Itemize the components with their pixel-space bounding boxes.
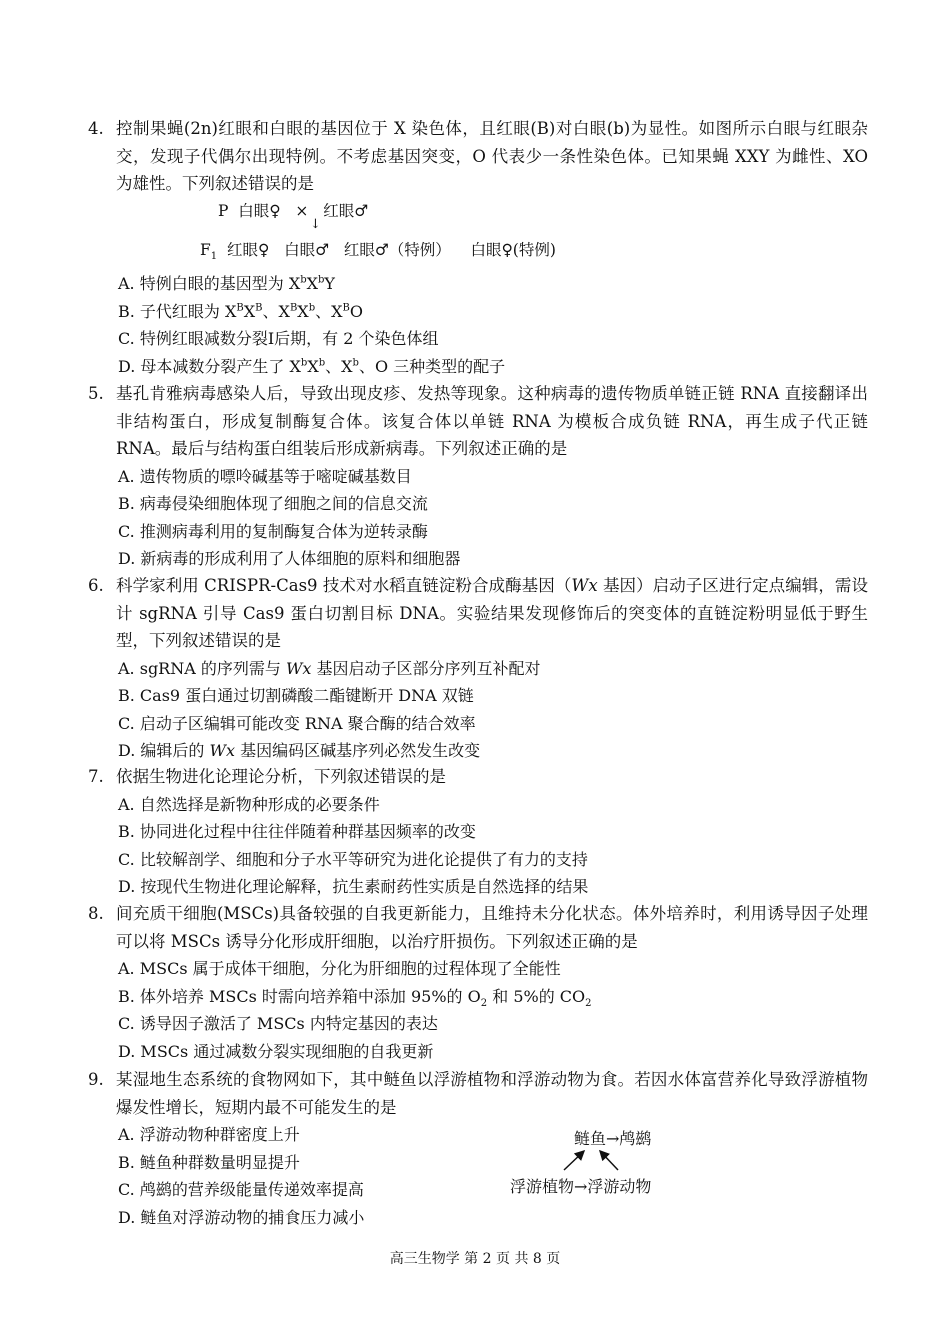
option-d: D. 新病毒的形成利用了人体细胞的原料和细胞器 <box>118 549 461 568</box>
question-8 <box>88 900 868 1065</box>
option-a: A. MSCs 属于成体干细胞，分化为肝细胞的过程体现了全能性 <box>118 959 561 978</box>
option-b: B. 鲢鱼种群数量明显提升 <box>118 1152 300 1172</box>
option-b: B. 体外培养 MSCs 时需向培养箱中添加 95%的 $O_2$ 和 5%的 $CO_2$ <box>118 986 592 1009</box>
question-number: 5. <box>88 384 104 403</box>
option-b: B. Cas9 蛋白通过切割磷酸二酯键断开 DNA 双链 <box>118 686 474 705</box>
option-b: B. 协同进化过程中往往伴随着种群基因频率的改变 <box>118 822 476 841</box>
page-footer: 高三生物学 第 2 页 共 8 页 <box>389 1251 561 1267</box>
question-number: 8. <box>88 904 104 923</box>
question-stem: 间充质干细胞(MSCs)具备较强的自我更新能力，且维持未分化状态。体外培养时，利用诱导因子处理可以将 MSCs 诱导分化形成肝细胞，以治疗肝损伤。下列叙述正确的是 <box>116 904 868 951</box>
option-a: A. sgRNA 的序列需与 Wx 基因启动子区部分序列互补配对 <box>118 658 541 678</box>
arrow-zoo-to-silver-carp <box>600 1151 618 1170</box>
option-a: A. 遗传物质的嘌呤碱基等于嘧啶碱基数目 <box>118 466 412 486</box>
question-4-options <box>88 270 868 380</box>
offspring-red-male-exception: 红眼♂（特例） <box>343 241 451 259</box>
cross-offspring-row <box>200 238 556 263</box>
question-number: 9. <box>88 1070 104 1089</box>
question-number: 6. <box>88 576 104 595</box>
food-web-bottom-row: 浮游植物→浮游动物 <box>510 1177 652 1196</box>
question-stem: 科学家利用 CRISPR-Cas9 技术对水稻直链淀粉合成酶基因（Wx 基因）启动子区进行定点编辑，需设计 sgRNA 引导 Cas9 蛋白切割目标 DNA。实验结果发现修饰后的突变体的直链淀粉明显低于野生型，下列叙述错误的是 <box>116 576 868 650</box>
offspring-white-male: 白眼♂ <box>284 241 330 259</box>
question-stem: 基孔肯雅病毒感染人后，导致出现皮疹、发热等现象。这种病毒的遗传物质单链正链 RNA 直接翻译出非结构蛋白，形成复制酶复合体。该复合体以单链 RNA 为模板合成负链 RNA，再生成子代正链 RNA。最后与结构蛋白组装后形成新病毒。下列叙述正确的是 <box>116 384 868 458</box>
option-c: C. 启动子区编辑可能改变 RNA 聚合酶的结合效率 <box>118 713 476 733</box>
option-d: D. MSCs 通过减数分裂实现细胞的自我更新 <box>118 1041 434 1061</box>
option-c: C. 推测病毒利用的复制酶复合体为逆转录酶 <box>118 521 428 541</box>
question-number: 7. <box>88 767 104 786</box>
cross-symbol: × <box>295 202 309 220</box>
option-c: C. 鸬鹚的营养级能量传递效率提高 <box>118 1180 364 1199</box>
question-stem: 依据生物进化论理论分析，下列叙述错误的是 <box>116 767 446 786</box>
question-5 <box>88 380 868 573</box>
option-c: C. 特例红眼减数分裂I后期，有 2 个染色体组 <box>118 329 439 348</box>
option-b: B. 子代红眼为 $X^BX^B$、$X^BX^b$、$X^BO$ <box>118 301 363 321</box>
option-c: C. 诱导因子激活了 MSCs 内特定基因的表达 <box>118 1014 438 1033</box>
generation-label-f1: $F_1$ <box>200 241 218 263</box>
question-stem: 某湿地生态系统的食物网如下，其中鲢鱼以浮游植物和浮游动物为食。若因水体富营养化导致浮游植物爆发性增长，短期内最不可能发生的是 <box>116 1070 868 1117</box>
option-d: D. 母本减数分裂产生了 $X^bX^b$、$X^b$、O 三种类型的配子 <box>118 356 506 376</box>
question-4 <box>88 115 868 198</box>
offspring-white-female-exception: 白眼♀(特例) <box>470 241 556 259</box>
generation-label-p: P <box>218 202 229 220</box>
question-number: 4. <box>88 119 104 138</box>
option-a: A. 自然选择是新物种形成的必要条件 <box>118 794 380 814</box>
question-6 <box>88 572 868 765</box>
offspring-red-female: 红眼♀ <box>227 241 270 259</box>
option-c: C. 比较解剖学、细胞和分子水平等研究为进化论提供了有力的支持 <box>118 849 588 869</box>
parent-male: 红眼♂ <box>323 202 369 220</box>
question-stem: 控制果蝇(2n)红眼和白眼的基因位于 X 染色体，且红眼(B)对白眼(b)为显性。如图所示白眼与红眼杂交，发现子代偶尔出现特例。不考虑基因突变，O 代表少一条性染色体。已知果蝇 XXY 为雌性、XO 为雄性。下列叙述错误的是 <box>116 119 868 193</box>
food-web-top-row: 鲢鱼→鸬鹚 <box>574 1129 652 1148</box>
arrow-phyto-to-silver-carp <box>564 1151 584 1170</box>
parent-female: 白眼♀ <box>238 202 281 220</box>
option-a: A. 特例白眼的基因型为 $X^bX^bY$ <box>118 274 335 293</box>
question-9 <box>88 1066 868 1231</box>
cross-parent-row <box>218 199 368 221</box>
option-d: D. 编辑后的 Wx 基因编码区碱基序列必然发生改变 <box>118 741 481 760</box>
cross-arrow: ↓ <box>310 217 321 232</box>
option-a: A. 浮游动物种群密度上升 <box>118 1125 300 1144</box>
option-d: D. 按现代生物进化理论解释，抗生素耐药性实质是自然选择的结果 <box>118 877 589 896</box>
option-d: D. 鲢鱼对浮游动物的捕食压力减小 <box>118 1207 365 1227</box>
option-b: B. 病毒侵染细胞体现了细胞之间的信息交流 <box>118 494 428 513</box>
question-7 <box>88 763 868 901</box>
food-web-arrows <box>560 1146 630 1174</box>
